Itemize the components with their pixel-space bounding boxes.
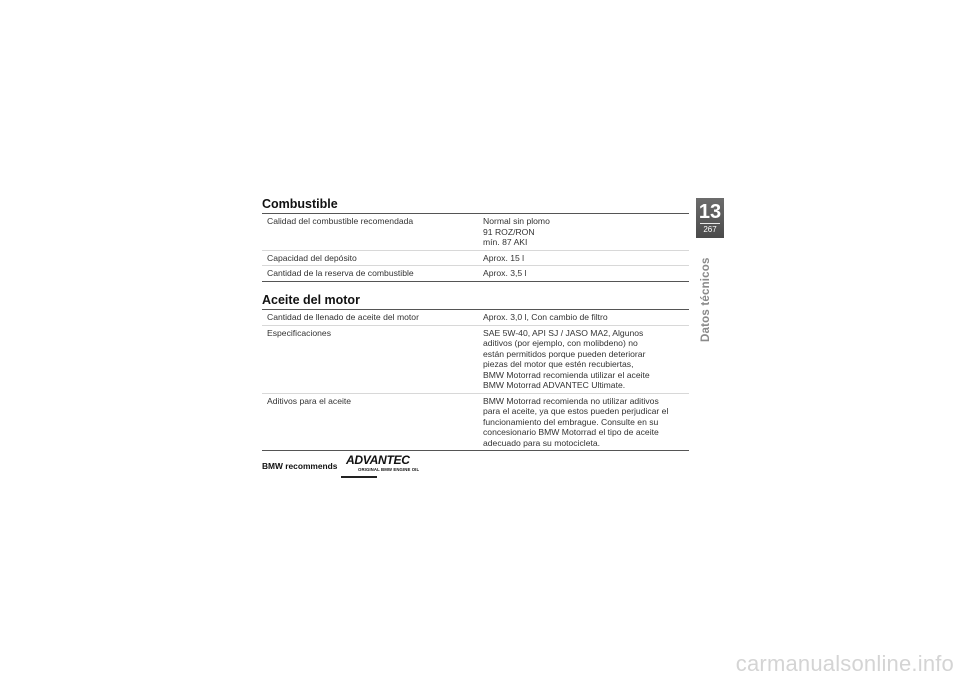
spec-label: Aditivos para el aceite: [267, 395, 352, 406]
spec-value-line: BMW Motorrad recomienda utilizar el aceite: [483, 369, 650, 380]
spec-value-line: para el aceite, ya que estos pueden perjudicar el: [483, 406, 669, 416]
spec-value: [476, 266, 689, 282]
spec-value-line: piezas del motor que estén recubiertas,: [483, 359, 634, 369]
bmw-recommends-label: BMW recommends: [262, 461, 338, 471]
engine-oil-spec-rows: [262, 310, 689, 451]
spec-value-line: concesionario BMW Motorrad el tipo de aceite: [483, 427, 659, 437]
chapter-divider: [700, 223, 720, 224]
watermark: carmanualsonline.info: [735, 651, 954, 676]
engine-oil-spec-table: [262, 309, 689, 451]
spec-label: Capacidad del depósito: [267, 252, 357, 263]
spec-value-line: 91 ROZ/RON: [483, 226, 535, 237]
spec-label: Cantidad de la reserva de combustible: [267, 268, 414, 278]
chapter-tab: [696, 198, 724, 238]
table-row: [262, 325, 689, 393]
advantec-logo-subtitle: ORIGINAL BMW ENGINE OIL: [358, 467, 420, 472]
table-row: [262, 266, 689, 282]
table-row: [262, 214, 689, 251]
fuel-spec-table: [262, 213, 689, 282]
spec-value-line: SAE 5W-40, API SJ / JASO MA2, Algunos: [483, 327, 644, 338]
spec-value: [476, 393, 689, 451]
advantec-logo: [341, 455, 420, 477]
spec-value: [476, 250, 689, 266]
spec-value-line: adecuado para su motocicleta.: [483, 437, 601, 448]
fuel-spec-rows: [262, 214, 689, 282]
table-row: [262, 250, 689, 266]
table-row: [262, 393, 689, 451]
advantec-logo-underline: [341, 476, 377, 478]
spec-label: Calidad del combustible recomendada: [267, 216, 414, 226]
spec-value-line: BMW Motorrad ADVANTEC Ultimate.: [483, 380, 626, 390]
spec-value-line: aditivos (por ejemplo, con molibdeno) no: [483, 338, 638, 348]
spec-value-line: funcionamiento del embrague. Consulte en su: [483, 416, 659, 427]
advantec-logo-word: ADVANTEC: [346, 455, 410, 467]
spec-label: Especificaciones: [267, 327, 332, 338]
section-heading-fuel: Combustible: [262, 197, 338, 211]
spec-value: [476, 325, 689, 393]
spec-value-line: Aprox. 15 l: [483, 252, 525, 263]
spec-value-line: Normal sin plomo: [483, 216, 550, 226]
chapter-side-label: Datos técnicos: [700, 257, 712, 342]
spec-value: [476, 214, 689, 251]
spec-value-line: están permitidos porque pueden deteriorar: [483, 348, 646, 359]
spec-value-line: Aprox. 3,0 l, Con cambio de filtro: [483, 312, 608, 322]
chapter-number: 13: [698, 201, 722, 223]
spec-label: Cantidad de llenado de aceite del motor: [267, 312, 419, 322]
spec-value-line: mín. 87 AKI: [483, 237, 528, 247]
spec-value-line: BMW Motorrad recomienda no utilizar aditivos: [483, 395, 659, 406]
page-number: 267: [703, 225, 717, 234]
section-heading-engine-oil: Aceite del motor: [262, 293, 360, 307]
spec-value: [476, 310, 689, 326]
spec-value-line: Aprox. 3,5 l: [483, 268, 527, 278]
table-row: [262, 310, 689, 326]
